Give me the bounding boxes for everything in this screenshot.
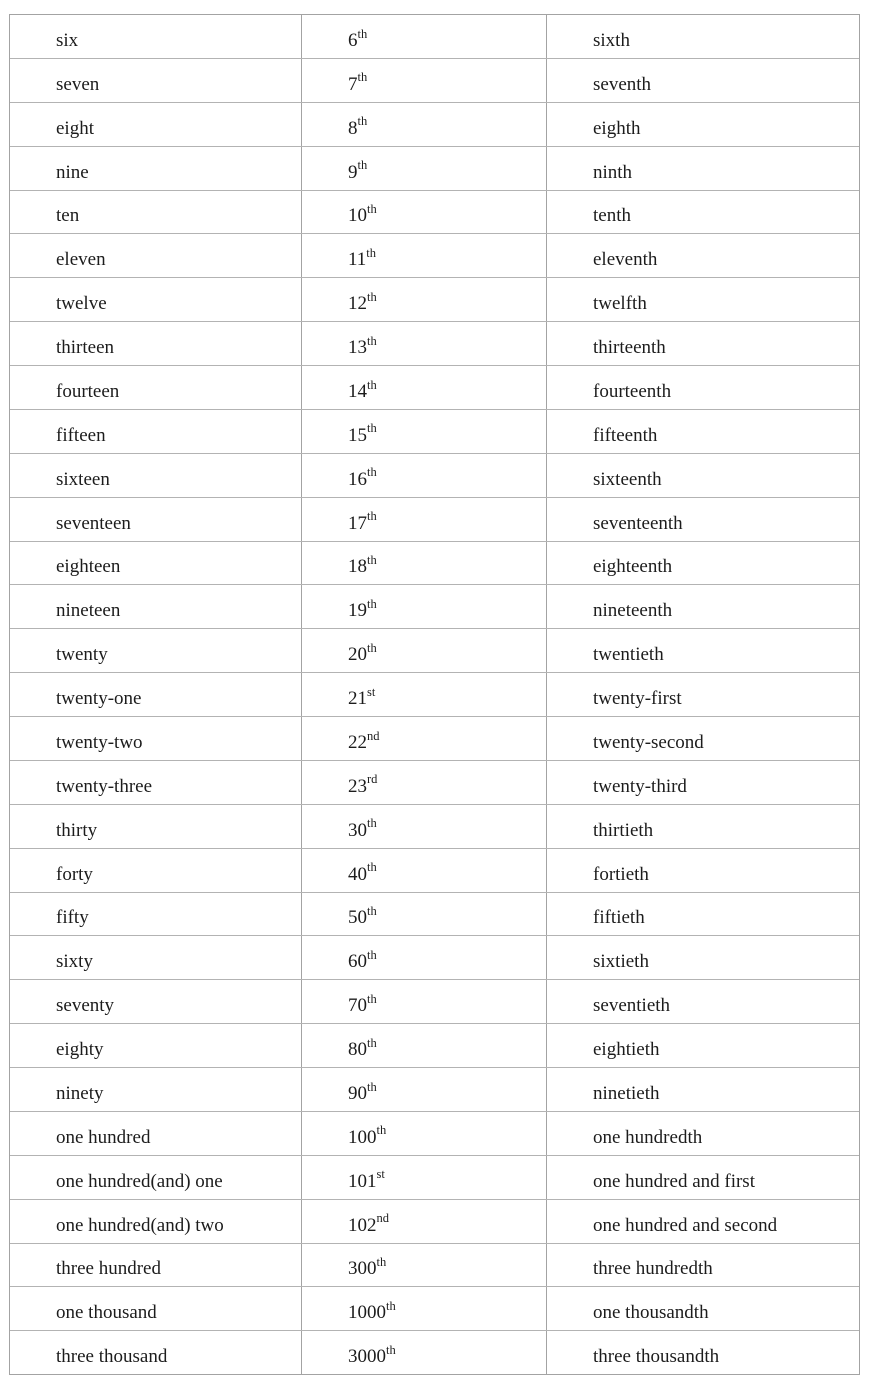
cardinal-cell — [10, 1024, 301, 1067]
table-row — [10, 58, 859, 102]
table-row — [10, 15, 859, 58]
cardinal-text: eleven — [56, 249, 106, 271]
ordinal-number-suffix: th — [367, 509, 377, 524]
table-row — [10, 672, 859, 716]
cardinal-cell — [10, 1068, 301, 1111]
ordinal-word-text: fifteenth — [593, 424, 658, 446]
table-row — [10, 716, 859, 760]
table-row — [10, 1199, 859, 1243]
table-row — [10, 321, 859, 365]
ordinal-number-text — [348, 640, 377, 666]
cardinal-text: three hundred — [56, 1258, 161, 1280]
ordinal-number-text — [348, 289, 377, 315]
ordinal-number-base: 50 — [348, 907, 367, 929]
ordinal-number-cell — [301, 1244, 546, 1287]
ordinal-number-cell — [301, 454, 546, 497]
ordinal-number-cell — [301, 629, 546, 672]
ordinal-number-text — [348, 772, 378, 797]
ordinal-number-text — [348, 202, 377, 227]
cardinal-cell — [10, 805, 301, 848]
ordinal-number-suffix: nd — [367, 728, 380, 743]
ordinal-number-cell — [301, 1024, 546, 1067]
table-row — [10, 1330, 859, 1374]
ordinal-number-text — [348, 114, 368, 139]
ordinal-word-cell — [546, 1200, 859, 1243]
ordinal-number-cell — [301, 1068, 546, 1111]
ordinal-word-cell — [546, 454, 859, 497]
table-row — [10, 1023, 859, 1067]
ordinal-number-suffix: th — [376, 1255, 387, 1270]
ordinal-number-text — [348, 26, 368, 51]
cardinal-text: one hundred(and) two — [56, 1214, 224, 1236]
ordinal-word-text: twenty-first — [593, 688, 682, 709]
ordinal-word-cell — [546, 103, 859, 146]
ordinal-number-text — [348, 991, 377, 1017]
ordinal-number-base: 16 — [348, 468, 367, 490]
ordinal-number-base: 12 — [348, 293, 367, 315]
table-row — [10, 146, 859, 190]
ordinal-number-suffix: th — [386, 1298, 396, 1313]
cardinal-text: seventeen — [56, 512, 131, 534]
cardinal-cell — [10, 15, 301, 58]
ordinal-number-cell — [301, 498, 546, 541]
cardinal-cell — [10, 717, 301, 760]
cardinal-text: thirty — [56, 819, 98, 841]
ordinal-number-base: 21 — [348, 688, 367, 709]
ordinal-word-text: tenth — [593, 205, 631, 227]
ordinal-number-base: 18 — [348, 556, 367, 578]
cardinal-text: one hundred — [56, 1126, 151, 1148]
cardinal-cell — [10, 322, 301, 365]
ordinal-number-suffix: th — [367, 1079, 377, 1094]
ordinal-word-text: twenty-third — [593, 775, 687, 797]
ordinal-number-cell — [301, 761, 546, 804]
cardinal-cell — [10, 542, 301, 585]
ordinal-number-base: 3000 — [348, 1346, 386, 1368]
cardinal-cell — [10, 1287, 301, 1330]
ordinal-number-text — [348, 1211, 389, 1236]
table-row — [10, 1111, 859, 1155]
ordinal-word-cell — [546, 1068, 859, 1111]
cardinal-text: forty — [56, 863, 93, 885]
cardinal-cell — [10, 629, 301, 672]
ordinal-number-text — [348, 1298, 396, 1324]
ordinal-number-text — [348, 1255, 387, 1280]
cardinal-text: twelve — [56, 293, 107, 315]
ordinal-word-text: ninetieth — [593, 1082, 660, 1104]
ordinal-number-base: 1000 — [348, 1302, 386, 1324]
ordinal-number-suffix: rd — [367, 772, 378, 787]
table-row — [10, 233, 859, 277]
ordinal-word-cell — [546, 410, 859, 453]
ordinal-number-cell — [301, 410, 546, 453]
ordinal-number-base: 100 — [348, 1126, 377, 1148]
ordinal-word-text: seventieth — [593, 995, 671, 1017]
ordinal-word-text: twenty-second — [593, 731, 704, 753]
cardinal-text: one hundred(and) one — [56, 1170, 223, 1192]
ordinal-word-text: sixtieth — [593, 951, 649, 973]
ordinal-number-suffix: th — [367, 202, 377, 217]
ordinal-number-base: 17 — [348, 512, 367, 534]
ordinal-word-cell — [546, 849, 859, 892]
ordinal-word-text: ninth — [593, 161, 633, 183]
ordinal-word-text: one hundred and second — [593, 1214, 778, 1236]
table-row — [10, 1286, 859, 1330]
ordinal-word-text: eighth — [593, 117, 641, 139]
ordinal-number-base: 15 — [348, 424, 367, 446]
ordinal-word-cell — [546, 805, 859, 848]
ordinal-word-text: one hundred and first — [593, 1170, 755, 1192]
ordinal-number-base: 40 — [348, 863, 367, 885]
cardinal-cell — [10, 980, 301, 1023]
table-row — [10, 1155, 859, 1199]
ordinal-number-cell — [301, 717, 546, 760]
cardinal-text: sixty — [56, 951, 93, 973]
ordinal-number-base: 11 — [348, 249, 367, 271]
cardinal-text: eight — [56, 117, 94, 139]
ordinal-number-text — [348, 947, 377, 973]
ordinal-number-cell — [301, 542, 546, 585]
ordinal-number-base: 19 — [348, 600, 367, 622]
ordinal-number-cell — [301, 59, 546, 102]
ordinal-word-text: three thousandth — [593, 1346, 720, 1368]
cardinal-cell — [10, 1244, 301, 1287]
cardinal-text: twenty-three — [56, 775, 153, 797]
ordinal-number-suffix: th — [357, 70, 368, 85]
ordinal-number-suffix: th — [367, 465, 377, 480]
ordinal-number-suffix: th — [367, 333, 377, 348]
table-row — [10, 892, 859, 936]
ordinal-word-cell — [546, 191, 859, 234]
ordinal-word-cell — [546, 893, 859, 936]
cardinal-text: three thousand — [56, 1346, 168, 1368]
cardinal-text: twenty — [56, 644, 108, 666]
ordinal-word-cell — [546, 234, 859, 277]
ordinal-number-base: 6 — [348, 29, 358, 51]
cardinal-text: twenty-two — [56, 731, 143, 753]
ordinal-number-suffix: th — [386, 1342, 396, 1357]
ordinal-number-suffix: th — [367, 947, 377, 962]
ordinal-word-cell — [546, 761, 859, 804]
ordinal-number-base: 10 — [348, 205, 367, 227]
table-row — [10, 365, 859, 409]
table-row — [10, 760, 859, 804]
ordinal-word-text: nineteenth — [593, 600, 673, 622]
ordinal-word-text: eightieth — [593, 1039, 660, 1060]
ordinal-word-text: seventeenth — [593, 512, 683, 534]
cardinal-cell — [10, 585, 301, 628]
cardinal-cell — [10, 1156, 301, 1199]
cardinal-cell — [10, 673, 301, 716]
ordinal-word-text: eleventh — [593, 249, 658, 271]
ordinal-word-cell — [546, 1024, 859, 1067]
ordinal-number-suffix: th — [367, 1035, 377, 1050]
ordinal-word-cell — [546, 366, 859, 409]
ordinal-number-suffix: th — [367, 991, 377, 1006]
cardinal-text: eighty — [56, 1039, 104, 1060]
ordinal-number-text — [348, 1167, 385, 1192]
ordinal-number-base: 22 — [348, 731, 367, 753]
cardinal-cell — [10, 1331, 301, 1374]
table-row — [10, 1243, 859, 1287]
ordinal-number-cell — [301, 103, 546, 146]
ordinal-number-suffix: th — [357, 26, 368, 41]
ordinal-number-text — [348, 70, 368, 95]
ordinal-number-text — [348, 245, 377, 271]
table-row — [10, 804, 859, 848]
ordinal-word-cell — [546, 585, 859, 628]
ordinal-number-cell — [301, 147, 546, 190]
ordinal-word-text: three hundredth — [593, 1258, 713, 1280]
ordinal-number-suffix: th — [367, 860, 377, 875]
table-row — [10, 409, 859, 453]
ordinal-number-suffix: th — [367, 904, 377, 919]
cardinal-cell — [10, 234, 301, 277]
ordinal-number-suffix: th — [357, 158, 368, 173]
ordinal-word-cell — [546, 673, 859, 716]
ordinal-number-cell — [301, 1331, 546, 1374]
ordinal-number-text — [348, 1342, 396, 1368]
ordinal-number-base: 300 — [348, 1258, 377, 1280]
table-row — [10, 1067, 859, 1111]
ordinal-number-suffix: th — [367, 289, 377, 304]
ordinal-word-cell — [546, 15, 859, 58]
ordinal-word-text: twentieth — [593, 644, 664, 666]
cardinal-text: fifty — [56, 907, 89, 929]
ordinal-number-cell — [301, 15, 546, 58]
ordinal-word-cell — [546, 1287, 859, 1330]
ordinal-word-text: one thousandth — [593, 1302, 709, 1324]
cardinal-cell — [10, 410, 301, 453]
ordinal-number-text — [348, 509, 377, 534]
ordinal-word-text: sixth — [593, 29, 630, 51]
ordinal-word-text: one hundredth — [593, 1126, 703, 1148]
ordinal-word-cell — [546, 1244, 859, 1287]
cardinal-text: six — [56, 29, 79, 51]
cardinal-cell — [10, 849, 301, 892]
ordinal-number-cell — [301, 322, 546, 365]
ordinal-number-base: 9 — [348, 161, 358, 183]
ordinal-number-base: 23 — [348, 775, 367, 797]
cardinal-text: one thousand — [56, 1302, 157, 1324]
table-row — [10, 979, 859, 1023]
table-row — [10, 584, 859, 628]
ordinal-word-text: thirteenth — [593, 337, 666, 358]
ordinal-number-suffix: th — [357, 114, 368, 129]
ordinal-number-text — [348, 158, 368, 183]
ordinal-number-cell — [301, 1156, 546, 1199]
ordinal-word-cell — [546, 629, 859, 672]
ordinal-word-cell — [546, 322, 859, 365]
ordinal-number-cell — [301, 234, 546, 277]
ordinal-number-cell — [301, 936, 546, 979]
cardinal-cell — [10, 103, 301, 146]
ordinal-word-text: eighteenth — [593, 556, 673, 578]
ordinal-word-cell — [546, 278, 859, 321]
ordinal-number-suffix: th — [367, 421, 377, 436]
ordinal-number-suffix: st — [367, 684, 376, 699]
table-row — [10, 628, 859, 672]
ordinal-number-text — [348, 728, 380, 753]
ordinal-word-cell — [546, 980, 859, 1023]
ordinal-word-cell — [546, 1331, 859, 1374]
ordinal-number-cell — [301, 893, 546, 936]
ordinal-number-suffix: th — [367, 553, 377, 568]
ordinal-number-suffix: th — [367, 816, 377, 831]
ordinal-number-base: 14 — [348, 380, 367, 402]
ordinal-number-cell — [301, 366, 546, 409]
ordinal-word-text: fortieth — [593, 863, 649, 885]
ordinal-number-text — [348, 553, 377, 578]
ordinal-number-text — [348, 1079, 377, 1104]
ordinal-number-text — [348, 860, 377, 885]
ordinal-number-base: 60 — [348, 951, 367, 973]
ordinal-number-text — [348, 1035, 377, 1060]
ordinal-number-cell — [301, 585, 546, 628]
ordinal-number-cell — [301, 805, 546, 848]
ordinal-number-base: 70 — [348, 995, 367, 1017]
ordinal-number-base: 13 — [348, 337, 367, 358]
cardinal-cell — [10, 59, 301, 102]
cardinal-text: fifteen — [56, 424, 106, 446]
cardinal-text: eighteen — [56, 556, 121, 578]
cardinal-text: thirteen — [56, 337, 115, 358]
ordinal-word-text: twelfth — [593, 293, 647, 315]
ordinal-number-suffix: th — [376, 1123, 387, 1138]
cardinal-cell — [10, 498, 301, 541]
cardinal-text: ninety — [56, 1082, 104, 1104]
ordinal-number-text — [348, 377, 377, 402]
cardinal-text: seventy — [56, 995, 115, 1017]
cardinal-cell — [10, 1112, 301, 1155]
table-row — [10, 541, 859, 585]
table-row — [10, 277, 859, 321]
ordinal-number-cell — [301, 849, 546, 892]
ordinal-word-cell — [546, 542, 859, 585]
cardinal-text: sixteen — [56, 468, 110, 490]
table-row — [10, 935, 859, 979]
cardinal-text: twenty-one — [56, 688, 142, 709]
cardinal-text: seven — [56, 73, 100, 95]
ordinal-word-cell — [546, 498, 859, 541]
ordinal-number-cell — [301, 1112, 546, 1155]
table-row — [10, 190, 859, 234]
ordinal-number-base: 80 — [348, 1039, 367, 1060]
ordinal-word-cell — [546, 1112, 859, 1155]
ordinal-number-text — [348, 684, 376, 709]
cardinal-cell — [10, 366, 301, 409]
ordinal-number-text — [348, 816, 377, 841]
ordinal-number-cell — [301, 980, 546, 1023]
cardinal-cell — [10, 936, 301, 979]
ordinal-number-base: 90 — [348, 1082, 367, 1104]
ordinal-number-base: 7 — [348, 73, 358, 95]
ordinal-number-suffix: th — [366, 245, 377, 260]
ordinal-word-text: fourteenth — [593, 380, 672, 402]
ordinal-number-base: 101 — [348, 1170, 377, 1192]
ordinal-number-cell — [301, 1200, 546, 1243]
ordinal-word-cell — [546, 59, 859, 102]
table-row — [10, 453, 859, 497]
ordinal-word-text: sixteenth — [593, 468, 662, 490]
ordinal-number-suffix: th — [367, 596, 377, 611]
ordinal-number-suffix: nd — [376, 1211, 389, 1226]
ordinal-word-cell — [546, 936, 859, 979]
ordinal-number-base: 102 — [348, 1214, 377, 1236]
ordinal-number-base: 8 — [348, 117, 358, 139]
ordinal-word-cell — [546, 147, 859, 190]
ordinal-number-suffix: st — [376, 1167, 385, 1182]
cardinal-text: nine — [56, 161, 89, 183]
ordinal-word-cell — [546, 717, 859, 760]
ordinal-number-text — [348, 333, 377, 358]
ordinal-number-text — [348, 596, 377, 622]
ordinal-word-cell — [546, 1156, 859, 1199]
ordinal-word-text: fiftieth — [593, 907, 645, 929]
ordinal-numbers-table — [9, 14, 860, 1375]
ordinal-number-cell — [301, 278, 546, 321]
cardinal-cell — [10, 454, 301, 497]
cardinal-cell — [10, 893, 301, 936]
cardinal-text: ten — [56, 205, 80, 227]
cardinal-cell — [10, 191, 301, 234]
ordinal-word-text: thirtieth — [593, 819, 654, 841]
ordinal-number-suffix: th — [367, 640, 377, 655]
ordinal-number-text — [348, 1123, 387, 1148]
cardinal-cell — [10, 278, 301, 321]
ordinal-number-suffix: th — [367, 377, 377, 392]
ordinal-number-base: 30 — [348, 819, 367, 841]
ordinal-number-text — [348, 421, 377, 446]
cardinal-cell — [10, 761, 301, 804]
ordinal-number-cell — [301, 673, 546, 716]
cardinal-cell — [10, 1200, 301, 1243]
table-row — [10, 497, 859, 541]
ordinal-number-base: 20 — [348, 644, 367, 666]
ordinal-number-cell — [301, 1287, 546, 1330]
cardinal-text: fourteen — [56, 380, 120, 402]
ordinal-number-cell — [301, 191, 546, 234]
cardinal-cell — [10, 147, 301, 190]
ordinal-word-text: seventh — [593, 73, 652, 95]
table-row — [10, 102, 859, 146]
table-row — [10, 848, 859, 892]
cardinal-text: nineteen — [56, 600, 121, 622]
ordinal-number-text — [348, 904, 377, 929]
ordinal-number-text — [348, 465, 377, 490]
